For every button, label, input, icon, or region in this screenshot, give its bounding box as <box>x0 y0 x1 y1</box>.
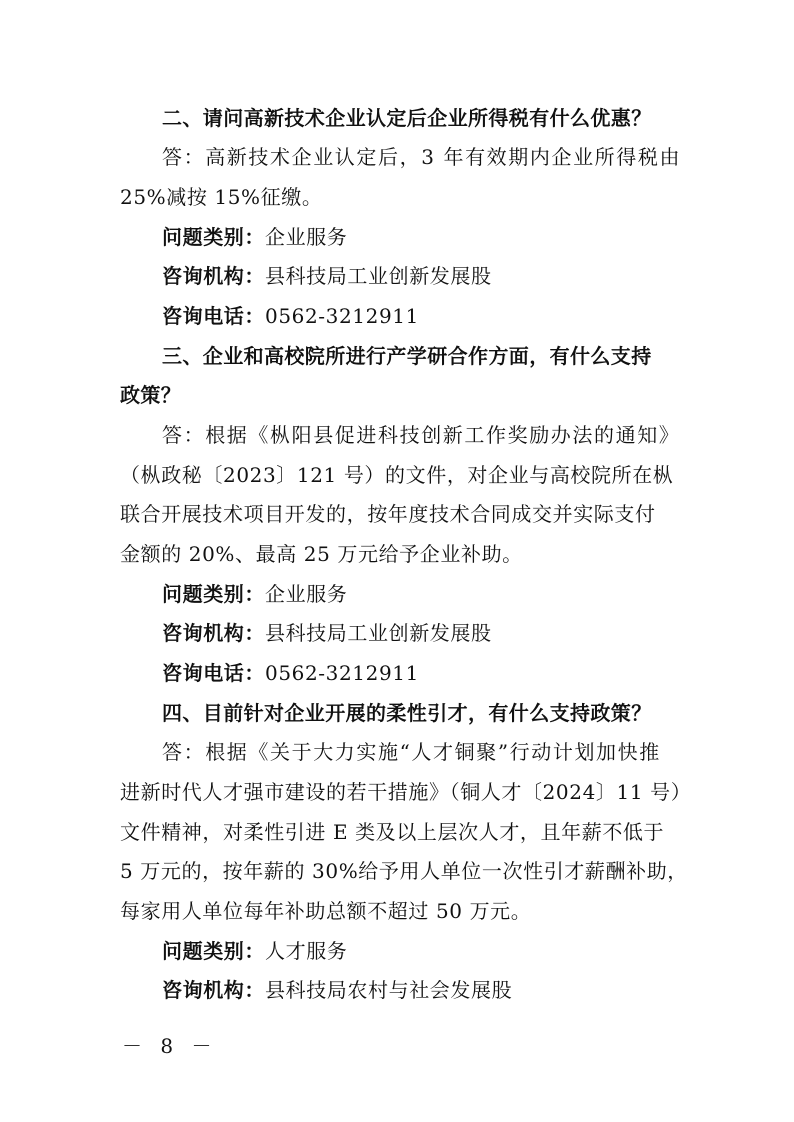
category-value: 人才服务 <box>265 939 348 963</box>
category-row <box>162 580 347 608</box>
category-label: 问题类别： <box>162 225 265 249</box>
answer-line: 文件精神，对柔性引进 E 类及以上层次人才，且年薪不低于 <box>120 820 665 844</box>
phone-value: 0562-3212911 <box>265 304 419 328</box>
agency-row <box>162 976 512 1004</box>
agency-label: 咨询机构： <box>162 978 265 1002</box>
answer-line: 答：根据《枞阳县促进科技创新工作奖励办法的通知》 <box>162 423 681 447</box>
answer-line: 25%减按 15%征缴。 <box>120 185 323 209</box>
answer-line: （枞政秘〔2023〕121 号）的文件，对企业与高校院所在枞 <box>120 463 674 487</box>
answer-line: 答：根据《关于大力实施“人才铜聚”行动计划加快推 <box>162 740 661 764</box>
category-value: 企业服务 <box>265 225 348 249</box>
category-row <box>162 223 347 251</box>
phone-label: 咨询电话： <box>162 661 265 685</box>
agency-label: 咨询机构： <box>162 621 265 645</box>
answer-line: 进新时代人才强市建设的若干措施》（铜人才〔2024〕11 号） <box>120 780 692 804</box>
category-value: 企业服务 <box>265 582 348 606</box>
agency-value: 县科技局农村与社会发展股 <box>265 978 513 1002</box>
category-label: 问题类别： <box>162 582 265 606</box>
page-number: － 8 － <box>122 1034 218 1058</box>
section-heading: 二、请问高新技术企业认定后企业所得税有什么优惠？ <box>162 106 652 130</box>
phone-label: 咨询电话： <box>162 304 265 328</box>
phone-row <box>162 659 419 687</box>
answer-line: 联合开展技术项目开发的，按年度技术合同成交并实际支付 <box>120 502 656 526</box>
section-heading: 三、企业和高校院所进行产学研合作方面，有什么支持 <box>162 344 652 368</box>
section-heading-continued: 政策？ <box>120 383 182 407</box>
category-label: 问题类别： <box>162 939 265 963</box>
agency-row <box>162 619 492 647</box>
agency-value: 县科技局工业创新发展股 <box>265 264 492 288</box>
answer-line: 每家用人单位每年补助总额不超过 50 万元。 <box>120 899 532 923</box>
answer-line: 5 万元的，按年薪的 30%给予用人单位一次性引才薪酬补助， <box>120 859 688 883</box>
phone-row <box>162 302 419 330</box>
answer-line: 金额的 20%、最高 25 万元给予企业补助。 <box>120 542 523 566</box>
agency-value: 县科技局工业创新发展股 <box>265 621 492 645</box>
section-heading: 四、目前针对企业开展的柔性引才，有什么支持政策？ <box>162 701 652 725</box>
agency-row <box>162 262 492 290</box>
agency-label: 咨询机构： <box>162 264 265 288</box>
phone-value: 0562-3212911 <box>265 661 419 685</box>
category-row <box>162 937 347 965</box>
answer-line: 答：高新技术企业认定后，3 年有效期内企业所得税由 <box>162 145 682 169</box>
